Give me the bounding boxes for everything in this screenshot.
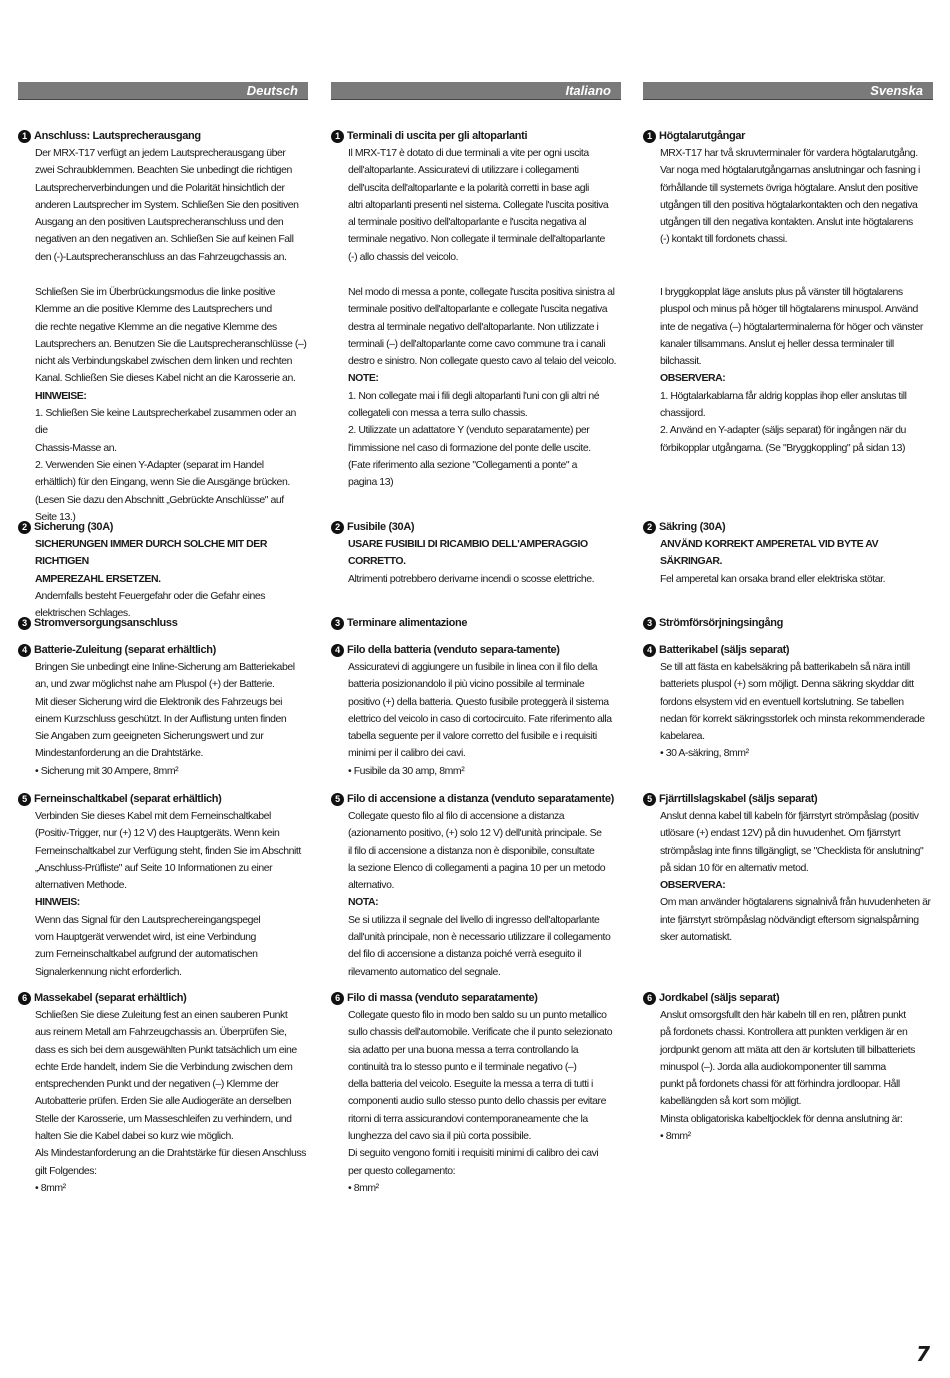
section-title: Filo di accensione a distanza (venduto separatamente) xyxy=(347,793,614,805)
paragraph: Anslut denna kabel till kabeln för fjärrstyrt strömpåslag (positiv utlösare (+) endast 12V) på din huvudenhet. Om fjärrstyrt strömpåslag inte finns tillgängligt, se "Checklista för anslutning" på sidan 10 för en alternativ metod. xyxy=(660,810,924,874)
warning-text: USARE FUSIBILI DI RICAMBIO DELL'AMPERAGGIO CORRETTO. xyxy=(348,538,588,568)
section-title: Fusibile (30A) xyxy=(347,521,415,533)
section-title: Filo di massa (venduto separatamente) xyxy=(347,992,538,1004)
section-1 xyxy=(18,128,308,266)
section-title: Strömförsörjningsingång xyxy=(659,617,783,629)
paragraph: Verbinden Sie dieses Kabel mit dem Ferneinschaltkabel (Positiv-Trigger, nur (+) 12 V) des Hauptgeräts. Wenn kein Ferneinschaltkabel zur Verfügung steht, finden Sie im Abschnitt „Anschluss-Prüfliste" auf Seite 10 Informationen zu einer alternativen Methode. xyxy=(35,810,301,892)
number-badge-icon: 5 xyxy=(331,793,344,806)
note-label: HINWEIS: xyxy=(35,896,80,909)
section-4 xyxy=(331,642,621,780)
paragraph: Schließen Sie im Überbrückungsmodus die linke positive Klemme an die positive Klemme des Lautsprechers und die rechte negative Klemme an die negative Klemme des Lautsprechers an. Benutzen Sie die Lautsprecheranschlüsse (–) nicht als Verbindungskabel zwischen dem linken und rechten Kanal. Schließen Sie dieses Kabel nicht an die Karosserie an. xyxy=(35,286,307,385)
number-badge-icon: 4 xyxy=(18,644,31,657)
section-1 xyxy=(331,128,621,266)
language-band: Italiano xyxy=(331,82,621,100)
section-6 xyxy=(18,990,308,1197)
section-title: Filo della batteria (venduto separa-tamente) xyxy=(347,644,560,656)
column-italiano xyxy=(331,82,621,1194)
section-6 xyxy=(643,990,933,1145)
section-2 xyxy=(18,519,308,622)
note-text: Om man använder högtalarens signalnivå från huvudenheten är inte fjärrstyrt strömpåslag nödvändigt eftersom signalspårning sker automatiskt. xyxy=(660,896,931,944)
paragraph: Bringen Sie unbedingt eine Inline-Sicherung am Batteriekabel an, und zwar möglichst nahe am Pluspol (+) der Batterie. Mit dieser Sicherung wird die Elektronik des Fahrzeugs bei einem Kurzschluss geschützt. In der Auflistung unten finden Sie Angaben zum geeigneten Sicherungswert und zur Mindestanforderung an die Drahtstärke. • Sicherung mit 30 Ampere, 8mm² xyxy=(35,661,295,777)
section-4 xyxy=(18,642,308,780)
section-title: Fjärrtillslagskabel (säljs separat) xyxy=(659,793,818,805)
language-band: Deutsch xyxy=(18,82,308,100)
note-label: NOTE: xyxy=(348,372,379,385)
section-6 xyxy=(331,990,621,1197)
number-badge-icon: 3 xyxy=(18,617,31,630)
section-title: Terminare alimentazione xyxy=(347,617,468,629)
section-1-continued xyxy=(643,284,933,457)
number-badge-icon: 2 xyxy=(643,521,656,534)
section-3 xyxy=(18,615,308,632)
number-badge-icon: 2 xyxy=(18,521,31,534)
warning-text: ANVÄND KORREKT AMPERETAL VID BYTE AV SÄKRINGAR. xyxy=(660,538,879,568)
section-title: Säkring (30A) xyxy=(659,521,726,533)
note-label: OBSERVERA: xyxy=(660,879,726,892)
number-badge-icon: 6 xyxy=(643,992,656,1005)
paragraph: Fel amperetal kan orsaka brand eller elektriska stötar. xyxy=(660,572,886,585)
number-badge-icon: 1 xyxy=(18,130,31,143)
section-2 xyxy=(331,519,621,588)
section-2 xyxy=(643,519,933,588)
paragraph: Nel modo di messa a ponte, collegate l'uscita positiva sinistra al terminale positivo dell'altoparlante e collegate l'uscita negativa destra al terminale negativo dell'altoparlante. Non utilizzate i terminali (–) dell'altoparlante come cavo commune tra i canali destro e sinistro. Non collegate questo cavo al telaio del veicolo. xyxy=(348,286,617,368)
number-badge-icon: 2 xyxy=(331,521,344,534)
section-5 xyxy=(18,791,308,981)
section-3 xyxy=(643,615,933,632)
note-text: Wenn das Signal für den Lautsprechereingangspegel vom Hauptgerät verwendet wird, ist eine Verbindung zum Ferneinschaltkabel aufgrund der automatischen Signalerkennung nicht erforderlich. xyxy=(35,913,261,978)
number-badge-icon: 5 xyxy=(18,793,31,806)
number-badge-icon: 4 xyxy=(643,644,656,657)
section-1-continued xyxy=(18,284,308,526)
section-title: Anschluss: Lautsprecherausgang xyxy=(34,130,201,142)
section-title: Stromversorgungsanschluss xyxy=(34,617,178,629)
number-badge-icon: 3 xyxy=(643,617,656,630)
number-badge-icon: 6 xyxy=(18,992,31,1005)
section-title: Sicherung (30A) xyxy=(34,521,114,533)
page-number: 7 xyxy=(916,1342,930,1366)
paragraph: Se till att fästa en kabelsäkring på batterikabeln så nära intill batteriets pluspol (+) som möjligt. Denna säkring skyddar ditt fordons elsystem vid en eventuell kortslutning. Se tabellen nedan för korrekt säkringsstorlek och minsta rekommenderade kabelarea. • 30 A-säkring, 8mm² xyxy=(660,661,925,760)
column-svenska xyxy=(643,82,933,1143)
section-1 xyxy=(643,128,933,249)
warning-text: SICHERUNGEN IMMER DURCH SOLCHE MIT DER RICHTIGEN AMPEREZAHL ERSETZEN. xyxy=(35,538,267,585)
paragraph: Andernfalls besteht Feuergefahr oder die Gefahr eines elektrischen Schlages. xyxy=(35,589,266,620)
section-title: Jordkabel (säljs separat) xyxy=(659,992,780,1004)
paragraph: Collegate questo filo al filo di accensione a distanza (azionamento positivo, (+) solo 12 V) dell'unità principale. Se il filo di accensione a distanza non è disponibile, consultate la sezione Elenco di collegamenti a pagina 10 per un metodo alternativo. xyxy=(348,810,606,892)
paragraph: Altrimenti potrebbero derivarne incendi o scosse elettriche. xyxy=(348,572,595,585)
paragraph: Collegate questo filo in modo ben saldo su un punto metallico sullo chassis dell'automobile. Verificate che il punto selezionato sia adatto per una buona messa a terra controllando la continuità tra lo stesso punto e il terminale negativo (–) della batteria del veicolo. Eseguite la messa a terra di tutti i componenti audio sullo stesso punto dello chassis per evitare ritorni di terra assicurandovi contemporaneamente che la lunghezza del cavo sia il più corta possibile. Di seguito vengono forniti i requisiti minimi di calibro dei cavi per questo collegamento: • 8mm² xyxy=(348,1009,613,1194)
notes-list: 1. Non collegate mai i fili degli altoparlanti l'uni con gli altri né collegateli con messa a terra sullo chassis. 2. Utilizzate un adattatore Y (venduto separatamente) per l'immissione nel caso di formazione del ponte delle uscite. (Fate riferimento alla sezione "Collegamenti a ponte" a pagina 13) xyxy=(348,389,600,489)
column-deutsch xyxy=(18,82,308,1194)
section-5 xyxy=(331,791,621,981)
notes-list: 1. Högtalarkablarna får aldrig kopplas ihop eller anslutas till chassijord. 2. Använd en Y-adapter (säljs separat) för ingången när du förbikopplar utgångarna. (Se "Bryggkoppling" på sidan 13) xyxy=(660,389,907,454)
section-title: Batterie-Zuleitung (separat erhältlich) xyxy=(34,644,216,656)
section-3 xyxy=(331,615,621,632)
section-title: Terminali di uscita per gli altoparlanti xyxy=(347,130,528,142)
paragraph: Il MRX-T17 è dotato di due terminali a vite per ogni uscita dell'altoparlante. Assicuratevi di utilizzare i collegamenti dell'uscita dell'altoparlante e la polarità corretti in base agli altri altoparlanti presenti nel sistema. Collegate l'uscita positiva al terminale positivo dell'altoparlante e l'uscita negativa al terminale negativo. Non collegate il terminale dell'altoparlante (-) allo chassis del veicolo. xyxy=(348,147,609,263)
number-badge-icon: 1 xyxy=(331,130,344,143)
paragraph: MRX-T17 har två skruvterminaler för vardera högtalarutgång. Var noga med högtalarutgångarnas anslutningar och fasning i förhållande till systemets övriga högtalare. Anslut den positive utgången till den positiva högtalarkontakten och den negativa utgången till den negativa kontakten. Anslut inte högtalarens (-) kontakt till fordonets chassi. xyxy=(660,147,920,246)
note-label: OBSERVERA: xyxy=(660,372,726,385)
note-label: NOTA: xyxy=(348,896,379,909)
section-title: Massekabel (separat erhältlich) xyxy=(34,992,187,1004)
section-4 xyxy=(643,642,933,763)
notes-list: 1. Schließen Sie keine Lautsprecherkabel zusammen oder an die Chassis-Masse an. 2. Verwenden Sie einen Y-Adapter (separat im Handel erhältlich) für den Eingang, wenn Sie die Ausgänge brücken. (Lesen Sie dazu den Abschnitt „Gebrückte Anschlüsse" auf Seite 13.) xyxy=(35,407,296,523)
section-1-continued xyxy=(331,284,621,492)
number-badge-icon: 1 xyxy=(643,130,656,143)
number-badge-icon: 5 xyxy=(643,793,656,806)
paragraph: Der MRX-T17 verfügt an jedem Lautsprecherausgang über zwei Schraubklemmen. Beachten Sie unbedingt die richtigen Lautsprecherverbindungen und die Polarität hinsichtlich der anderen Lautsprecher im System. Schließen Sie den positiven Ausgang an den positiven Lautsprecheranschluss und den negativen an den negativen an. Schließen Sie auf keinen Fall den (-)-Lautsprecheranschluss an das Fahrzeugchassis an. xyxy=(35,147,299,263)
section-title: Batterikabel (säljs separat) xyxy=(659,644,790,656)
paragraph: Schließen Sie diese Zuleitung fest an einen sauberen Punkt aus reinem Metall am Fahrzeugchassis an. Überprüfen Sie, dass es sich bei dem ausgewählten Punkt tatsächlich um eine echte Erde handelt, indem Sie die Verbindung zwischen dem entsprechenden Punkt und der negativen (–) Klemme der Autobatterie prüfen. Erden Sie alle Audiogeräte an derselben Stelle der Karosserie, um Masseschleifen zu verhindern, und halten Sie die Kabel dabei so kurz wie möglich. Als Mindestanforderung an die Drahtstärke für diesen Anschluss gilt Folgendes: • 8mm² xyxy=(35,1009,306,1194)
number-badge-icon: 6 xyxy=(331,992,344,1005)
note-label: HINWEISE: xyxy=(35,389,87,402)
paragraph: Assicuratevi di aggiungere un fusibile in linea con il filo della batteria posizionandolo il più vicino possibile al terminale positivo (+) della batteria. Questo fusibile proteggerà il sistema elettrico del veicolo in caso di cortocircuito. Fate riferimento alla tabella seguente per il valore corretto del fusibile e i requisiti minimi per il calibro dei cavi. • Fusibile da 30 amp, 8mm² xyxy=(348,661,612,777)
language-band: Svenska xyxy=(643,82,933,100)
section-title: Ferneinschaltkabel (separat erhältlich) xyxy=(34,793,222,805)
number-badge-icon: 3 xyxy=(331,617,344,630)
paragraph: Anslut omsorgsfullt den här kabeln till en ren, plåtren punkt på fordonets chassi. Kontrollera att punkten verkligen är en jordpunkt genom att mäta att den är kortsluten till bilbatteriets minuspol (–). Jorda alla audiokomponenter till samma punkt på fordonets chassi för att förhindra jordloopar. Håll kabellängden så kort som möjligt. Minsta obligatoriska kabeltjocklek för denna anslutning är: • 8mm² xyxy=(660,1009,915,1143)
note-text: Se si utilizza il segnale del livello di ingresso dell'altoparlante dall'unità principale, non è necessario utilizzare il collegamento del filo di accensione a distanza poiché verrà eseguito il rilevamento automatico del segnale. xyxy=(348,913,611,978)
number-badge-icon: 4 xyxy=(331,644,344,657)
section-title: Högtalarutgångar xyxy=(659,130,746,142)
section-5 xyxy=(643,791,933,946)
paragraph: I bryggkopplat läge ansluts plus på vänster till högtalarens pluspol och minus på höger till högtalarens minuspol. Använd inte de negativa (–) högtalarterminalerna för höger och vänster kanaler tillsammans. Anslut ej heller dessa terminaler till bilchassit. xyxy=(660,286,923,368)
